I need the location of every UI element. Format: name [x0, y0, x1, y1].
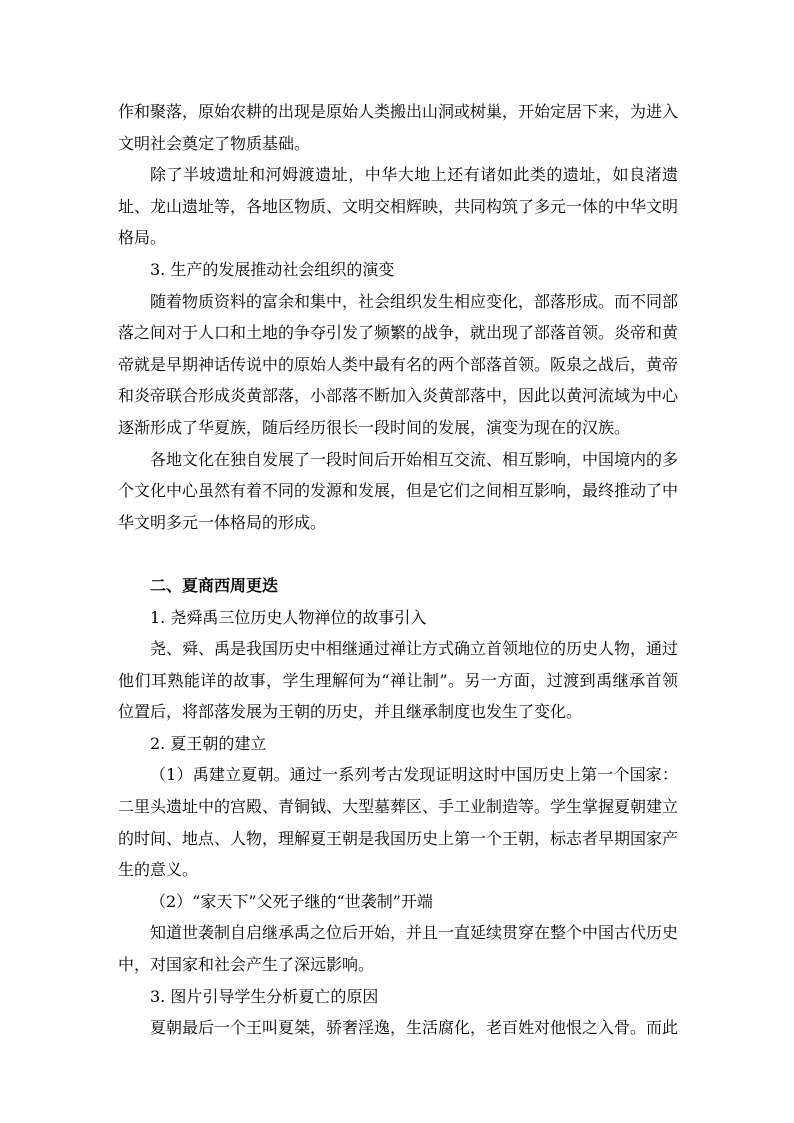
- document-body: [118, 96, 678, 1044]
- paragraph-yu-founds-xia: （1）禹建立夏朝。通过一系列考古发现证明这时中国历史上第一个国家：二里头遗址中的宫殿、青铜钺、大型墓葬区、手工业制造等。学生掌握夏朝建立的时间、地点、人物，理解夏王朝是我国历史上第一个王朝，标志者早期国家产生的意义。: [118, 765, 679, 880]
- subheading-social-organization: 3. 生产的发展推动社会组织的演变: [150, 259, 395, 279]
- subheading-fall-of-xia: 3. 图片引导学生分析夏亡的原因: [150, 986, 379, 1006]
- paragraph-tribes: 随着物质资料的富余和集中，社会组织发生相应变化，部落形成。而不同部落之间对于人口和土地的争夺引发了频繁的战争，就出现了部落首领。炎帝和黄帝就是早期神话传说中的原始人类中最有名的两个部落首领。阪泉之战后，黄帝和炎帝联合形成炎黄部落，小部落不断加入炎黄部落中，因此以黄河流域为中心逐渐形成了华夏族，随后经历很长一段时间的发展，演变为现在的汉族。: [118, 291, 679, 437]
- subheading-hereditary-system: （2）“家天下”父死子继的“世袭制”开端: [150, 891, 433, 911]
- paragraph-cultures: 各地文化在独自发展了一段时间后开始相互交流、相互影响，中国境内的多个文化中心虽然有着不同的发源和发展，但是它们之间相互影响，最终推动了中华文明多元一体格局的形成。: [118, 449, 679, 532]
- paragraph-continuation: 作和聚落，原始农耕的出现是原始人类搬出山洞或树巢，开始定居下来，为进入文明社会奠定了物质基础。: [118, 102, 679, 153]
- section-heading-xia-shang-zhou: 二、夏商西周更迭: [150, 575, 279, 595]
- paragraph-sites: 除了半坡遗址和河姆渡遗址，中华大地上还有诸如此类的遗址，如良渚遗址、龙山遗址等，各地区物质、文明交相辉映，共同构筑了多元一体的中华文明格局。: [118, 165, 679, 248]
- subheading-xia-dynasty: 2. 夏王朝的建立: [150, 733, 267, 753]
- subheading-abdication: 1. 尧舜禹三位历史人物禅位的故事引入: [150, 607, 427, 627]
- paragraph-abdication: 尧、舜、禹是我国历史中相继通过禅让方式确立首领地位的历史人物，通过他们耳熟能详的故事，学生理解何为“禅让制”。另一方面，过渡到禹继承首领位置后，将部落发展为王朝的历史，并且继承制度也发生了变化。: [118, 639, 679, 722]
- paragraph-xia-jie: 夏朝最后一个王叫夏桀，骄奢淫逸，生活腐化，老百姓对他恨之入骨。而此: [150, 1018, 679, 1038]
- paragraph-hereditary-system: 知道世袭制自启继承禹之位后开始，并且一直延续贯穿在整个中国古代历史中，对国家和社会产生了深远影响。: [118, 923, 679, 975]
- blank-line: [118, 538, 678, 570]
